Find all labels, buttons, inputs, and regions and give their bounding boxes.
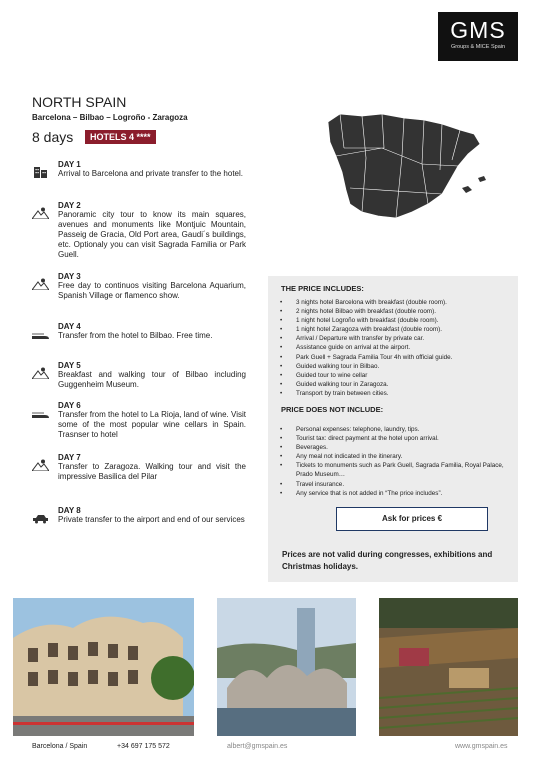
day-text: Transfer from the hotel to La Rioja, land of wine. Visit some of the most popular wine cellars in Spain. Trasnser to hotel bbox=[58, 410, 246, 439]
day-6 bbox=[32, 401, 246, 440]
day-7 bbox=[32, 453, 246, 482]
train-icon bbox=[32, 407, 49, 419]
day-text: Breakfast and walking tour of Bilbao including Guggenheim Museum. bbox=[58, 370, 246, 389]
list-item: • 3 nights hotel Barcelona with breakfast (double room). bbox=[280, 298, 512, 307]
day-text: Panoramic city tour to know its main squares, avenues and monuments like Montjuic Mountain, Passeig de Gracia, Old Port area, Gaudi´s buildings, etc. Optionaly you can visit Sagrada Familia or Park Guell. bbox=[58, 210, 246, 259]
logo-subtext: Groups & MICE Spain bbox=[450, 44, 506, 50]
hotels-badge: HOTELS 4 **** bbox=[85, 130, 156, 144]
day-4 bbox=[32, 322, 246, 341]
list-item: • 2 nights hotel Bilbao with breakfast (double room). bbox=[280, 307, 512, 316]
list-item: • Travel insurance. bbox=[280, 480, 512, 489]
mountain-pin-icon bbox=[32, 278, 49, 290]
mountain-pin-icon bbox=[32, 207, 49, 219]
list-item: • Tourist tax: direct payment at the hotel upon arrival. bbox=[280, 434, 512, 443]
excludes-title: PRICE DOES NOT INCLUDE: bbox=[281, 405, 384, 414]
list-item: • 1 night hotel Zaragoza with breakfast (double room). bbox=[280, 325, 512, 334]
day-text: Private transfer to the airport and end of our services bbox=[58, 515, 245, 524]
day-label: DAY 1 bbox=[58, 160, 81, 169]
footer-location: Barcelona / Spain bbox=[32, 743, 88, 750]
barcelona-photo bbox=[13, 598, 194, 736]
hotel-icon bbox=[32, 166, 49, 178]
list-item: • Personal expenses: telephone, laundry, tips. bbox=[280, 425, 512, 434]
day-2 bbox=[32, 201, 246, 260]
list-item: • Transport by train between cities. bbox=[280, 389, 512, 398]
footer-web[interactable]: www.gmspain.es bbox=[455, 743, 508, 750]
price-box bbox=[268, 276, 518, 582]
day-label: DAY 4 bbox=[58, 322, 81, 331]
list-item: • Park Guell + Sagrada Familia Tour 4h with official guide. bbox=[280, 353, 512, 362]
list-item: • Guided walking tour in Bilbao. bbox=[280, 362, 512, 371]
list-item: • Assistance guide on arrival at the airport. bbox=[280, 343, 512, 352]
day-label: DAY 8 bbox=[58, 506, 81, 515]
day-text: Arrival to Barcelona and private transfer to the hotel. bbox=[58, 169, 243, 178]
day-1 bbox=[32, 160, 246, 179]
excludes-list bbox=[280, 425, 512, 498]
day-label: DAY 2 bbox=[58, 201, 81, 210]
day-label: DAY 5 bbox=[58, 361, 81, 370]
bilbao-photo bbox=[217, 598, 356, 736]
ask-for-prices-button[interactable]: Ask for prices € bbox=[336, 507, 488, 531]
car-icon bbox=[32, 512, 49, 524]
list-item: • Any meal not indicated in the itinerary. bbox=[280, 452, 512, 461]
day-text: Transfer to Zaragoza. Walking tour and visit the impressive Basilica del Pilar bbox=[58, 462, 246, 481]
gms-logo bbox=[438, 12, 518, 61]
rioja-photo bbox=[379, 598, 518, 736]
route: Barcelona – Bilbao – Logroño - Zaragoza bbox=[32, 113, 188, 122]
list-item: • 1 night hotel Logroño with breakfast (double room). bbox=[280, 316, 512, 325]
logo-text: GMS bbox=[450, 17, 506, 43]
list-item: • Beverages. bbox=[280, 443, 512, 452]
day-8 bbox=[32, 506, 246, 525]
day-label: DAY 7 bbox=[58, 453, 81, 462]
footer-phone: +34 697 175 572 bbox=[117, 743, 170, 750]
duration: 8 days bbox=[32, 129, 74, 145]
list-item: • Tickets to monuments such as Park Guell, Sagrada Familia, Royal Palace, Prado Museum… bbox=[280, 461, 512, 479]
day-label: DAY 6 bbox=[58, 401, 81, 410]
list-item: • Guided walking tour in Zaragoza. bbox=[280, 380, 512, 389]
footer-email[interactable]: albert@gmspain.es bbox=[227, 743, 288, 750]
includes-title: THE PRICE INCLUDES: bbox=[281, 284, 364, 293]
list-item: • Arrival / Departure with transfer by private car. bbox=[280, 334, 512, 343]
day-3 bbox=[32, 272, 246, 301]
includes-list bbox=[280, 298, 512, 398]
spain-map bbox=[322, 108, 494, 226]
list-item: • Any service that is not added in “The price includes”. bbox=[280, 489, 512, 498]
list-item: • Guided tour to wine cellar bbox=[280, 371, 512, 380]
price-note: Prices are not valid during congresses, exhibitions and Christmas holidays. bbox=[282, 550, 493, 571]
page-title: NORTH SPAIN bbox=[32, 94, 127, 110]
mountain-pin-icon bbox=[32, 367, 49, 379]
day-5 bbox=[32, 361, 246, 390]
day-text: Free day to continuos visiting Barcelona Aquarium, Spanish Village or flamenco show. bbox=[58, 281, 246, 300]
day-text: Transfer from the hotel to Bilbao. Free time. bbox=[58, 331, 213, 340]
train-icon bbox=[32, 328, 49, 340]
mountain-pin-icon bbox=[32, 459, 49, 471]
day-label: DAY 3 bbox=[58, 272, 81, 281]
